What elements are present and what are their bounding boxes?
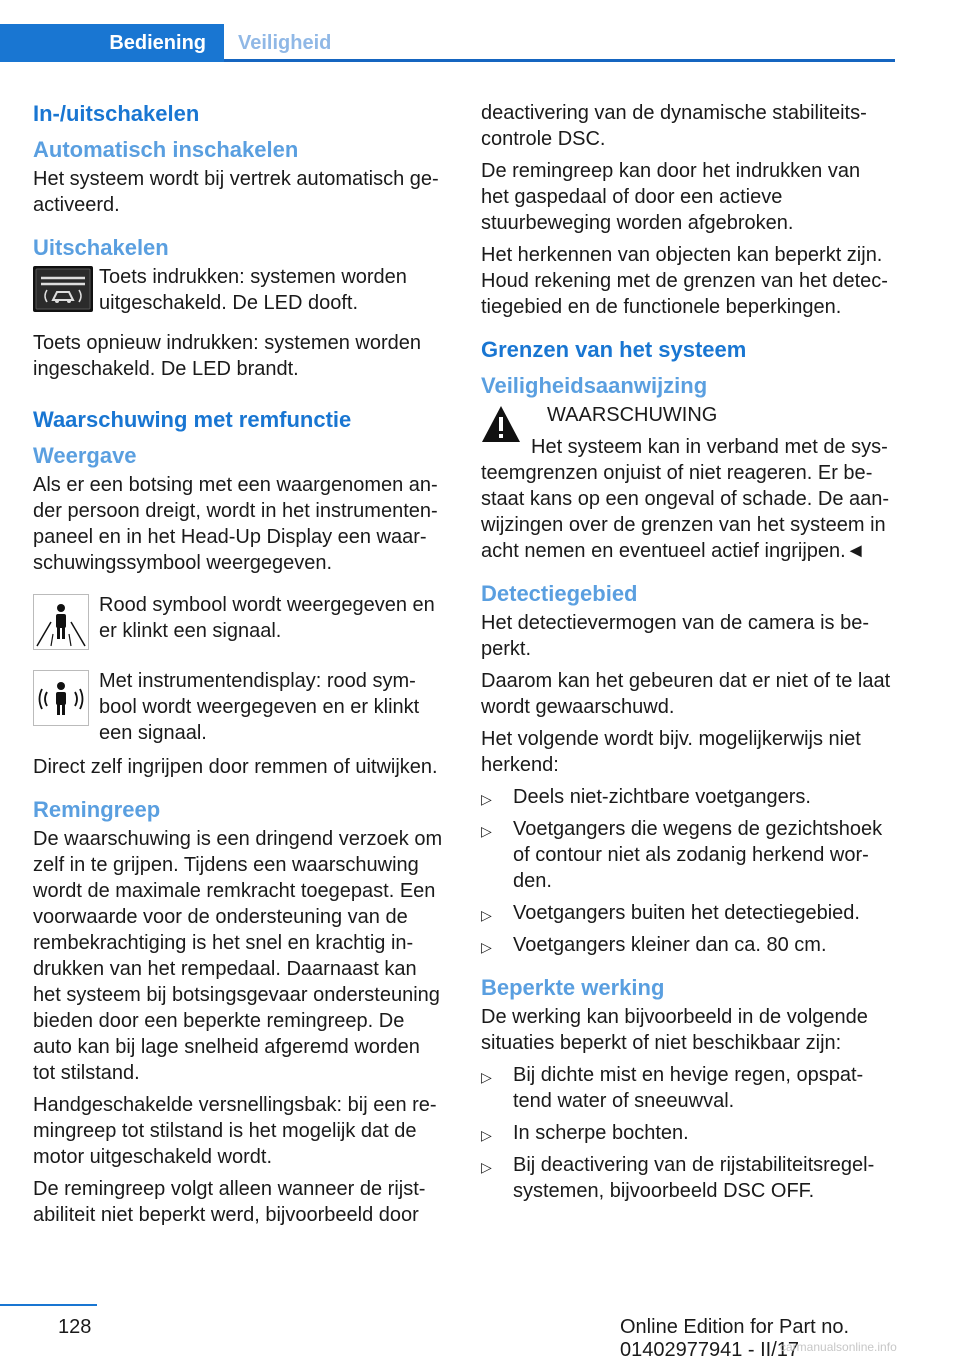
text-brake-1: De waarschuwing is een dringend verzoek om zelf in te grijpen. Tijdens een waarschuwing wordt de maximale remkracht toegepast. Een voorwaarde voor de ondersteuning van de rembekrachtiging is het snel en krachtig indrukken van het rempedaal. Daarnaast kan het systeem bij botsingsgevaar ondersteuning bieden door een beperkte remingreep. De auto kan bij lage snelheid afgeremd worden tot stilstand. [33, 828, 443, 1084]
text-auto-on: Het systeem wordt bij vertrek automatisch geactiveerd. [33, 168, 439, 216]
tab-bediening[interactable]: Bediening [0, 24, 224, 62]
warning-triangle-icon [481, 404, 537, 460]
red-symbol-row [33, 592, 445, 650]
pedestrian-signal-icon [33, 670, 89, 726]
subheading-auto-on: Automatisch inschakelen [33, 137, 299, 162]
instrument-symbol-row [33, 668, 445, 746]
heading-system-limits: Grenzen van het systeem [481, 337, 747, 362]
subheading-safety-note: Veiligheidsaanwijzing [481, 373, 708, 398]
list-item: ▷ In scherpe bochten. [481, 1122, 689, 1144]
subheading-detection-area: Detectiegebied [481, 581, 638, 606]
subheading-restricted: Beperkte werking [481, 975, 665, 1000]
text-warning: Het systeem kan in verband met de systeemgrenzen onjuist of niet reageren. Er bestaat kans op een ongeval of schade. De aanwijzingen over de grenzen van het systeem in acht nemen en eventueel actief ingrijpen.◄ [481, 436, 890, 562]
warning-label: WAARSCHUWING [547, 404, 718, 426]
footer-divider [0, 1304, 97, 1306]
pedestrian-warning-icon [33, 594, 89, 650]
left-column [33, 100, 445, 1234]
switch-off-row [33, 264, 445, 322]
text-red-symbol: Rood symbool wordt weergegeven en er klinkt een signaal. [99, 594, 435, 642]
bullet-list-detection [481, 784, 893, 958]
text-switch-off: Toets indrukken: systemen worden uitgeschakeld. De LED dooft. [99, 266, 407, 314]
text-continued-2: De remingreep kan door het indrukken van het gaspedaal of door een actieve stuurbeweging worden afgebroken. [481, 160, 861, 234]
text-instrument-symbol: Met instrumentendisplay: rood symbool wordt weergegeven en er klinkt een signaal. [99, 670, 420, 744]
subheading-display: Weergave [33, 443, 137, 468]
text-detect-1: Het detectievermogen van de camera is beperkt. [481, 612, 869, 660]
bullet-list-restricted [481, 1062, 893, 1204]
text-restricted: De werking kan bijvoorbeeld in de volgende situaties beperkt of niet beschikbaar zijn: [481, 1006, 868, 1054]
list-item: ▷ Bij deactivering van de rijstabiliteitsregelsystemen, bijvoorbeeld DSC OFF. [481, 1154, 875, 1202]
list-item: ▷ Bij dichte mist en hevige regen, opspattend water of sneeuwval. [481, 1064, 864, 1112]
subheading-switch-off: Uitschakelen [33, 235, 169, 260]
text-continued-1: deactivering van de dynamische stabiliteitscontrole DSC. [481, 102, 867, 150]
heading-on-off: In-/uitschakelen [33, 101, 200, 126]
list-item: ▷ Voetgangers die wegens de gezichtshoek of contour niet als zodanig herkend worden. [481, 818, 883, 892]
driver-assist-button-icon [33, 266, 89, 322]
tab-veiligheid[interactable]: Veiligheid [238, 32, 332, 54]
text-press-again: Toets opnieuw indrukken: systemen worden ingeschakeld. De LED brandt. [33, 332, 421, 380]
text-brake-3: De remingreep volgt alleen wanneer de rijstabiliteit niet beperkt werd, bijvoorbeeld door [33, 1178, 426, 1226]
heading-brake-warning: Waarschuwing met remfunctie [33, 407, 352, 432]
text-display: Als er een botsing met een waargenomen ander persoon dreigt, wordt in het instrumentenpaneel en in het Head-Up Display een waarschuwingssymbool weergegeven. [33, 474, 438, 574]
list-item: ▷ Voetgangers buiten het detectiegebied. [481, 902, 860, 924]
list-item: ▷ Deels niet-zichtbare voetgangers. [481, 786, 811, 808]
text-detect-2: Daarom kan het gebeuren dat er niet of te laat wordt gewaarschuwd. [481, 670, 891, 718]
subheading-brake-intervention: Remingreep [33, 797, 161, 822]
text-continued-3: Het herkennen van objecten kan beperkt zijn. Houd rekening met de grenzen van het detectiegebied en de functionele beperkingen. [481, 244, 888, 318]
text-brake-2: Handgeschakelde versnellingsbak: bij een remingreep tot stilstand is het mogelijk dat de motor uitgeschakeld wordt. [33, 1094, 437, 1168]
text-detect-3: Het volgende wordt bijv. mogelijkerwijs niet herkend: [481, 728, 861, 776]
text-direct-action: Direct zelf ingrijpen door remmen of uitwijken. [33, 756, 438, 778]
edition-note: Online Edition for Part no. 01402977941 - II/17 [620, 1316, 850, 1361]
list-item: ▷ Voetgangers kleiner dan ca. 80 cm. [481, 934, 827, 956]
header-tabbar [0, 24, 895, 62]
watermark: carmanualsonline.info [780, 1340, 897, 1354]
page-number: 128 [58, 1316, 92, 1338]
right-column [481, 100, 893, 1210]
